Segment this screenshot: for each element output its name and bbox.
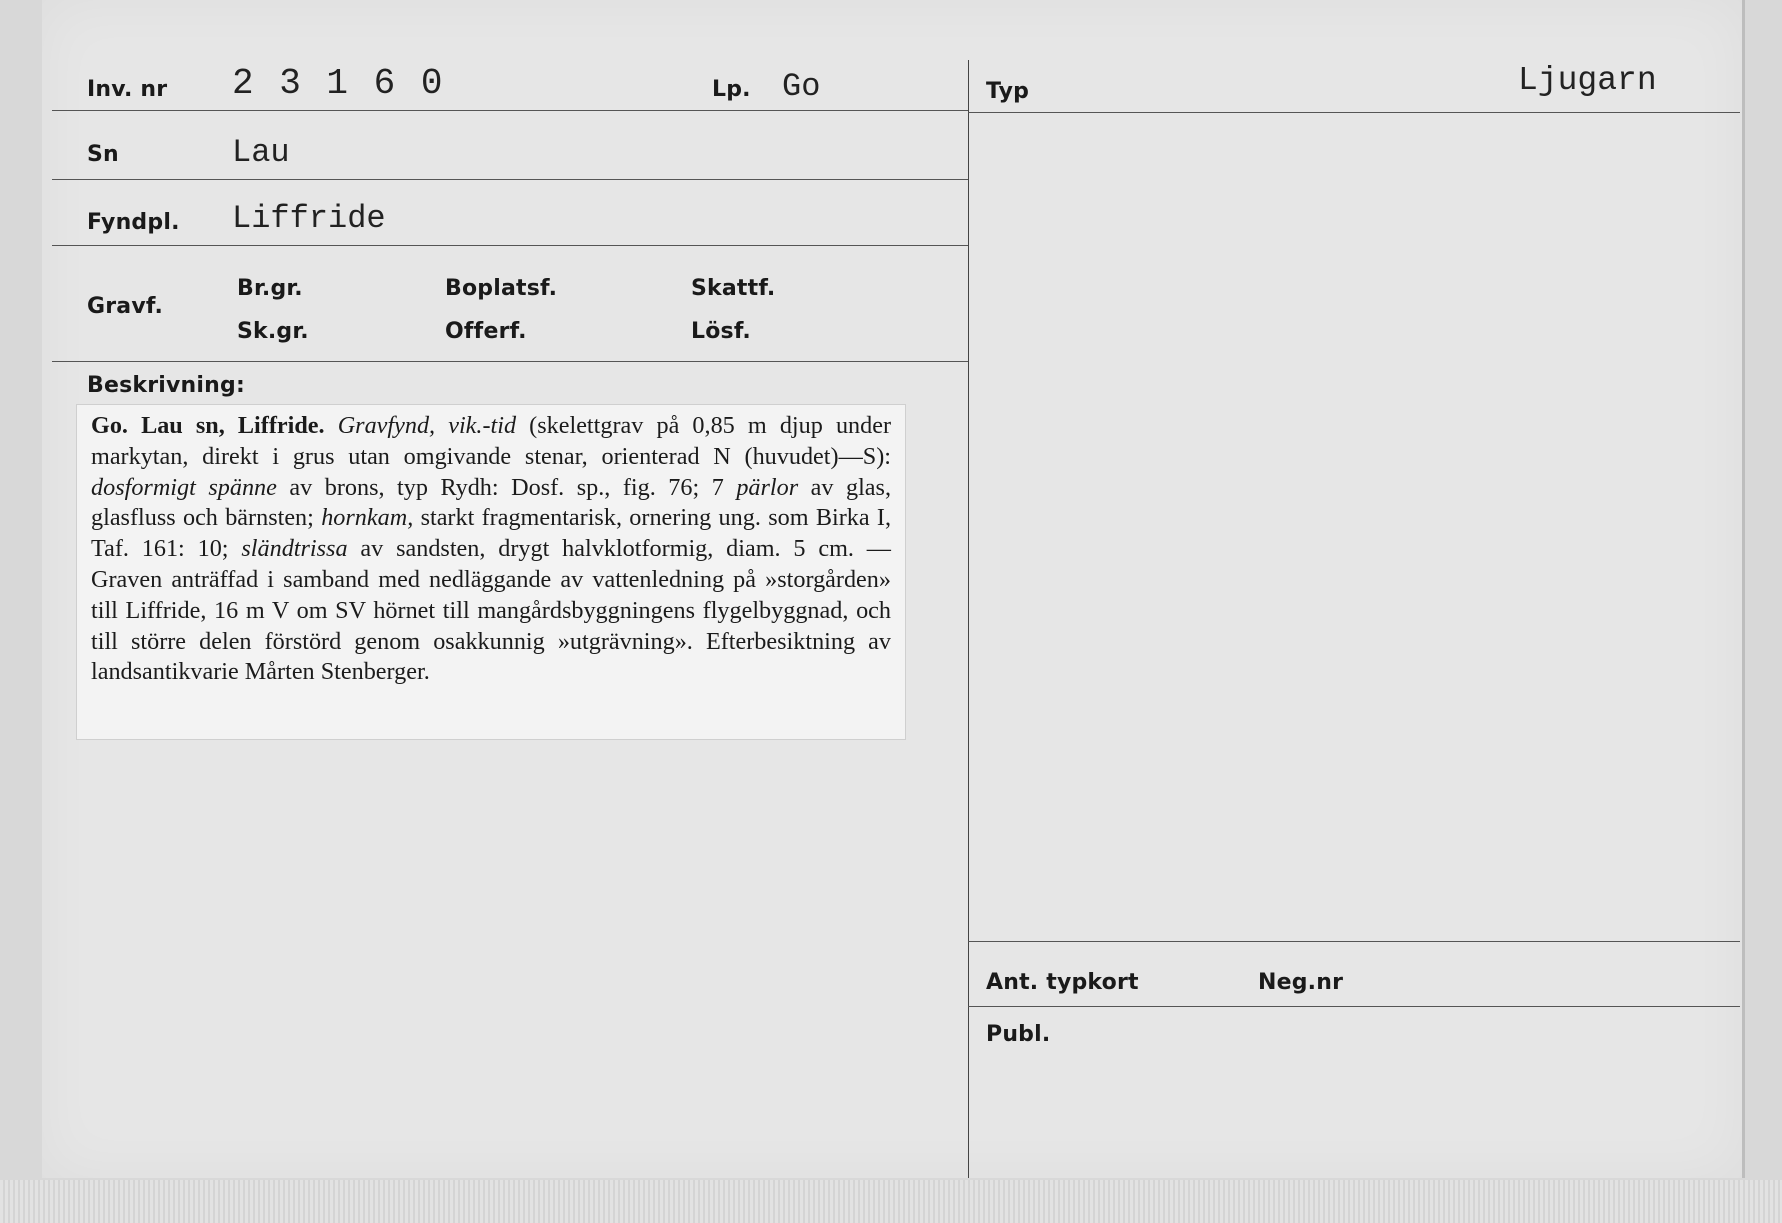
skgr-label: Sk.gr. [237, 319, 309, 344]
skattf-label: Skattf. [691, 276, 776, 301]
scan-bottom-edge [0, 1180, 1782, 1223]
description-text: av brons, typ Rydh: Dosf. sp., fig. 76; 7 [276, 473, 737, 501]
boplatsf-label: Boplatsf. [445, 276, 558, 301]
sn-label: Sn [87, 142, 119, 167]
description-object-spindle-whorl: sländtrissa [241, 535, 348, 563]
rule-inv [52, 110, 968, 111]
offerf-label: Offerf. [445, 319, 527, 344]
ant-typkort-label: Ant. typkort [986, 970, 1139, 995]
inv-nr-value: 2 3 1 6 0 [232, 63, 445, 104]
gravf-label: Gravf. [87, 294, 164, 319]
description-text: (skelettgrav på 0,85 m djup under markytan, direkt i grus utan omgivande stenar, orienterad N (huvudet)—S): [91, 412, 892, 470]
publ-label: Publ. [986, 1022, 1051, 1047]
description-text: av glas, glasfluss och bärnsten; [91, 473, 892, 532]
description-object-brooch: dosformigt spänne [91, 473, 277, 501]
brgr-label: Br.gr. [237, 276, 303, 301]
lp-value: Go [782, 68, 821, 105]
beskrivning-label: Beskrivning: [87, 373, 245, 398]
typ-value: Ljugarn [1518, 62, 1657, 99]
description-text: av sandsten, drygt halvklotformig, diam. 5 cm. — Graven anträffad i samband med nedläggande av vattenledning på »storgården» till Liffride, 16 m V om SV hörnet till mangårdsbyggningens flygelbyggnad, och till större delen förstörd genom osakkunnig »utgrävning». Efterbesiktning av landsantikvarie Mårten Stenberger. [91, 535, 891, 686]
rule-neg [968, 1006, 1740, 1007]
description-object-comb: hornkam, [321, 504, 414, 532]
rule-gravf [52, 361, 968, 362]
card-column-divider [968, 60, 969, 1178]
description-find-type: Gravfynd, vik.-tid [337, 412, 517, 439]
description-heading: Go. Lau sn, Liffride. [91, 412, 325, 439]
inv-nr-label: Inv. nr [87, 77, 168, 102]
negnr-label: Neg.nr [1258, 970, 1344, 995]
rule-ant [968, 941, 1740, 942]
fyndpl-value: Liffride [232, 200, 386, 237]
description-text: starkt fragmentarisk, ornering ung. som Birka I, Taf. 161: 10; [91, 504, 891, 563]
typ-label: Typ [986, 79, 1030, 104]
description-object-beads: pärlor [736, 473, 799, 501]
fyndpl-label: Fyndpl. [87, 210, 180, 235]
lp-label: Lp. [712, 77, 751, 102]
rule-sn [52, 179, 968, 180]
description-slip [76, 404, 906, 740]
sn-value: Lau [232, 134, 290, 171]
losf-label: Lösf. [691, 319, 751, 344]
rule-typ [968, 112, 1740, 113]
rule-fyndpl [52, 245, 968, 246]
